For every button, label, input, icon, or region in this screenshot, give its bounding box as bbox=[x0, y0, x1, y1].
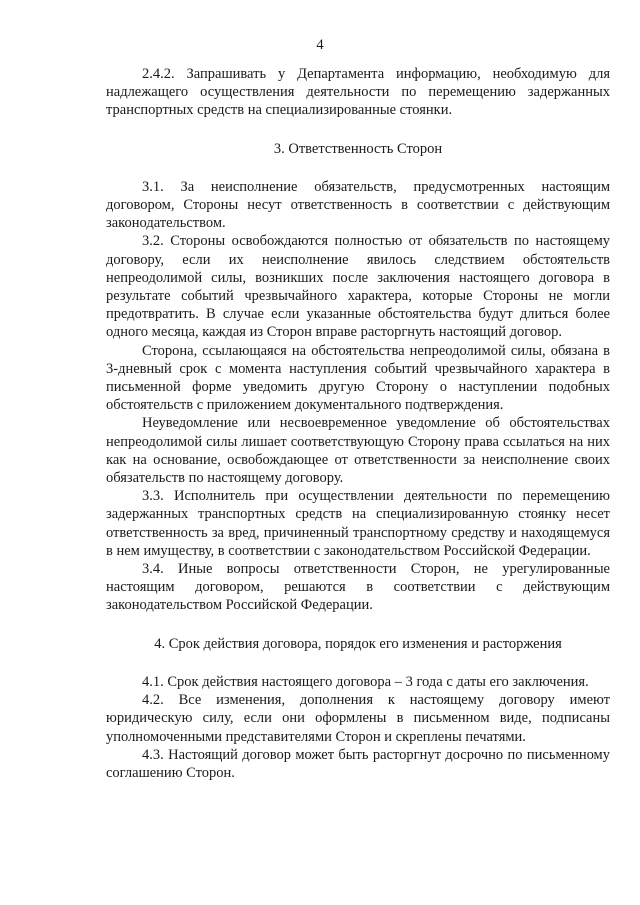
paragraph-3-1: 3.1. За неисполнение обязательств, предусмотренных настоящим договором, Стороны несут ответственность в соответствии с действующим законодательством. bbox=[106, 178, 610, 232]
document-body bbox=[106, 65, 610, 782]
paragraph-4-2: 4.2. Все изменения, дополнения к настоящему договору имеют юридическую силу, если они оформлены в письменном виде, подписаны уполномоченными представителями Сторон и скреплены печатями. bbox=[106, 692, 610, 745]
paragraph-4-1: 4.1. Срок действия настоящего договора – 3 года с даты его заключения. bbox=[142, 673, 589, 690]
paragraph-force-majeure-notice: Сторона, ссылающаяся на обстоятельства непреодолимой силы, обязана в 3-дневный срок с момента наступления событий чрезвычайного характера в письменной форме уведомить другую Сторону о наступлении подобных обстоятельств с приложением документального подтверждения. bbox=[106, 342, 610, 414]
paragraph-3-2: 3.2. Стороны освобождаются полностью от обязательств по настоящему договору, если их неисполнение явилось следствием обстоятельств непреодолимой силы, возникших после заключения настоящего договора в результате событий чрезвычайного характера, которые Стороны не могли предотвратить. В случае если указанные обстоятельства будут длиться более одного месяца, каждая из Сторон вправе расторгнуть настоящий договор. bbox=[106, 233, 610, 341]
paragraph-2-4-2: 2.4.2. Запрашивать у Департамента информацию, необходимую для надлежащего осуществления деятельности по перемещению задержанных транспортных средств на специализированные стоянки. bbox=[106, 66, 610, 119]
paragraph-non-notification: Неуведомление или несвоевременное уведомление об обстоятельствах непреодолимой силы лишает соответствующую Сторону права ссылаться на них как на основание, освобождающее от ответственности за неисполнение своих обязательств по настоящему договору. bbox=[106, 415, 610, 487]
page-number: 4 bbox=[316, 37, 324, 53]
section-3-heading: 3. Ответственность Сторон bbox=[273, 140, 443, 157]
paragraph-4-3: 4.3. Настоящий договор может быть расторгнут досрочно по письменному соглашению Сторон. bbox=[106, 746, 610, 781]
section-4-heading: 4. Срок действия договора, порядок его изменения и расторжения bbox=[154, 635, 562, 652]
paragraph-3-3: 3.3. Исполнитель при осуществлении деятельности по перемещению задержанных транспортных средств на специализированную стоянку несет ответственность за вред, причиненный транспортному средству и находящемуся в нем имуществу, в соответствии с законодательством Российской Федерации. bbox=[106, 488, 610, 559]
paragraph-3-4: 3.4. Иные вопросы ответственности Сторон, не урегулированные настоящим договором, решаются в соответствии с действующим законодательством Российской Федерации. bbox=[106, 561, 610, 614]
